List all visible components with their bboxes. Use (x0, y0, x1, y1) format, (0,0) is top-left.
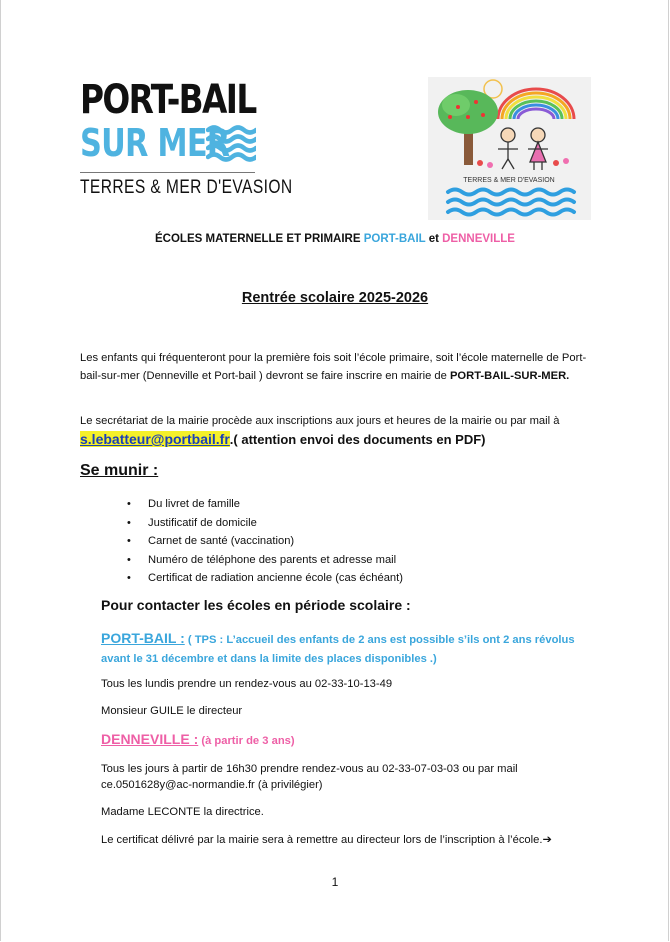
email-link[interactable]: s.lebatteur@portbail.fr (80, 431, 230, 447)
list-item: • Numéro de téléphone des parents et adresse mail (148, 551, 403, 570)
port-bail-director: Monsieur GUILE le directeur (101, 705, 243, 717)
se-munir-heading: Se munir : (80, 462, 159, 479)
flowers-icon (477, 158, 569, 168)
secretariat-text: Le secrétariat de la mairie procède aux inscriptions aux jours et heures de la mairie ou par mail à (80, 415, 560, 427)
denneville-rdv-line2: ce.0501628y@ac-normandie.fr (à privilégier) (101, 779, 323, 791)
certificat-text: Le certificat délivré par la mairie sera à remettre au directeur lors de l’inscription à l’école. (101, 834, 543, 846)
children-figures (498, 128, 548, 170)
denneville-note: (à partir de 3 ans) (198, 735, 295, 747)
heading-port-bail: PORT-BAIL (363, 233, 426, 245)
tree-icon (438, 90, 498, 165)
drawing-caption: TERRES & MER D'EVASION (463, 177, 555, 184)
intro-text: Les enfants qui fréquenteront pour la première fois soit l’école primaire, soit l’école maternelle de Port-bail-sur-mer (Denneville et Port-bail ) devront se faire inscrire en mairie de (80, 352, 587, 382)
list-item: • Justificatif de domicile (148, 514, 403, 533)
port-bail-rdv: Tous les lundis prendre un rendez-vous au 02-33-10-13-49 (101, 678, 393, 690)
pdf-note: .( attention envoi des documents en PDF) (229, 432, 486, 447)
intro-paragraph (80, 349, 600, 385)
denneville-rdv-line1: Tous les jours à partir de 16h30 prendre rendez-vous au 02-33-07-03-03 ou par mail (101, 763, 518, 775)
logo-line-sur-mer: SUR MER (80, 121, 230, 165)
sea-waves-icon (448, 190, 574, 215)
documents-list (148, 495, 403, 588)
logo-line-port-bail: PORT-BAIL (80, 77, 256, 123)
logo-tagline: TERRES & MER D'EVASION (80, 177, 293, 198)
port-bail-name: PORT-BAIL : (101, 630, 185, 646)
drawing-image (428, 77, 591, 220)
logo-divider (80, 172, 255, 173)
rainbow-icon (498, 89, 574, 119)
intro-strong: PORT-BAIL-SUR-MER. (449, 370, 570, 382)
waves-icon (206, 124, 256, 164)
page-number: 1 (331, 875, 339, 889)
port-bail-section-heading (101, 629, 601, 669)
children-drawing-illustration (428, 77, 591, 220)
port-bail-tps-note: ( TPS : L’accueil des enfants de 2 ans est possible s’ils ont 2 ans révolus avant le 31 décembre et dans la limite des places disponibles .) (101, 634, 575, 665)
heading-et: et (425, 233, 443, 245)
heading-prefix: ÉCOLES MATERNELLE ET PRIMAIRE (155, 233, 364, 245)
logo-row-sur-mer (80, 122, 258, 164)
port-bail-logo (80, 77, 293, 199)
denneville-director: Madame LECONTE la directrice. (101, 806, 264, 818)
denneville-section-heading (101, 731, 295, 747)
list-item: • Carnet de santé (vaccination) (148, 532, 403, 551)
denneville-name: DENNEVILLE : (101, 731, 199, 747)
secretariat-paragraph (80, 412, 600, 450)
contact-heading: Pour contacter les écoles en période scolaire : (101, 597, 411, 613)
certificat-note (101, 832, 552, 849)
schools-heading (0, 233, 670, 245)
list-item: • Du livret de famille (148, 495, 403, 514)
arrow-icon: ➔ (542, 834, 552, 846)
list-item: • Certificat de radiation ancienne école (cas échéant) (148, 569, 403, 588)
heading-denneville: DENNEVILLE (442, 233, 515, 245)
page-title: Rentrée scolaire 2025-2026 (241, 290, 429, 306)
